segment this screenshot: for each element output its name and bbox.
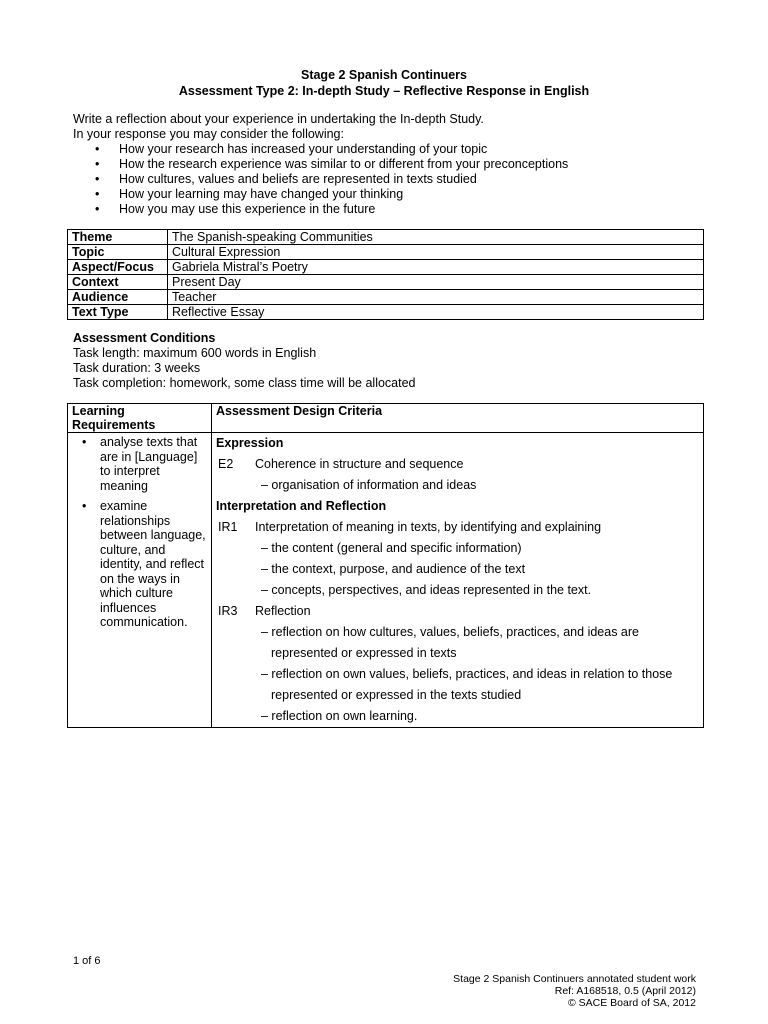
list-item: • How your research has increased your understanding of your topic <box>95 142 488 156</box>
intro-line: In your response you may consider the following: <box>73 127 344 141</box>
criterion-subitem-continued: represented or expressed in the texts studied <box>271 688 522 702</box>
conditions-heading: Assessment Conditions <box>73 331 216 345</box>
bullet-icon: • <box>82 435 87 449</box>
task-details-table <box>67 229 704 320</box>
condition-line: Task completion: homework, some class time will be allocated <box>73 376 416 390</box>
criterion-row <box>216 601 699 622</box>
table-row: Audience Teacher <box>68 290 704 305</box>
criterion-code: E2 <box>218 457 234 471</box>
criterion-row <box>216 517 699 538</box>
table-row: Topic Cultural Expression <box>68 245 704 260</box>
table-row: Text Type Reflective Essay <box>68 305 704 320</box>
document-title: Stage 2 Spanish Continuers <box>300 68 467 82</box>
criterion-subitem: – reflection on own learning. <box>261 709 418 723</box>
criterion-subitem: – organisation of information and ideas <box>261 478 477 492</box>
list-item: • How cultures, values and beliefs are represented in texts studied <box>95 172 477 186</box>
criterion-text: Reflection <box>255 604 311 618</box>
criteria-heading: Expression <box>216 436 284 450</box>
table-row: Theme The Spanish-speaking Communities <box>68 230 704 245</box>
list-item: • How you may use this experience in the future <box>95 202 376 216</box>
criterion-text: Coherence in structure and sequence <box>255 457 464 471</box>
criterion-row <box>216 454 699 475</box>
table-header-row <box>68 404 704 433</box>
criterion-subitem: – reflection on how cultures, values, beliefs, practices, and ideas are <box>261 625 639 639</box>
intro-section <box>73 112 713 217</box>
learning-requirements-cell <box>68 433 212 728</box>
list-item: • examine relationships between language, culture, and identity, and reflect on the ways in which culture influences communication. <box>82 499 206 629</box>
criterion-code: IR3 <box>218 604 238 618</box>
intro-line: Write a reflection about your experience in undertaking the In-depth Study. <box>73 112 484 126</box>
footer-line: © SACE Board of SA, 2012 <box>568 997 696 1009</box>
list-item: • How your learning may have changed your thinking <box>95 187 404 201</box>
criterion-text: Interpretation of meaning in texts, by identifying and explaining <box>255 520 602 534</box>
list-item: • analyse texts that are in [Language] to interpret meaning <box>82 435 198 493</box>
footer-line: Ref: A168518, 0.5 (April 2012) <box>554 985 696 997</box>
requirements-table <box>67 403 704 728</box>
table-row: Aspect/Focus Gabriela Mistral’s Poetry <box>68 260 704 275</box>
design-criteria-header: Assessment Design Criteria <box>212 404 704 433</box>
bullet-icon: • <box>82 499 87 513</box>
footer-line: Stage 2 Spanish Continuers annotated student work <box>453 973 696 985</box>
condition-line: Task length: maximum 600 words in English <box>73 346 317 360</box>
table-row: Context Present Day <box>68 275 704 290</box>
page-number: 1 of 6 <box>73 955 101 967</box>
criterion-subitem: – concepts, perspectives, and ideas represented in the text. <box>261 583 592 597</box>
bullet-icon: • <box>95 157 100 171</box>
document-subtitle: Assessment Type 2: In-depth Study – Reflective Response in English <box>178 84 590 98</box>
bullet-icon: • <box>95 187 100 201</box>
criterion-code: IR1 <box>218 520 238 534</box>
learning-requirements-header: Learning Requirements <box>68 404 212 433</box>
table-row <box>68 433 704 728</box>
assessment-conditions <box>73 331 713 391</box>
bullet-icon: • <box>95 172 100 186</box>
requirements-list <box>68 433 211 630</box>
document-footer <box>453 973 696 1009</box>
list-item: • How the research experience was similar to or different from your preconceptions <box>95 157 569 171</box>
criterion-subitem: – the content (general and specific information) <box>261 541 522 555</box>
consider-list <box>73 142 713 217</box>
criterion-subitem: – reflection on own values, beliefs, practices, and ideas in relation to those <box>261 667 673 681</box>
criteria-heading: Interpretation and Reflection <box>216 499 387 513</box>
criterion-subitem: – the context, purpose, and audience of the text <box>261 562 526 576</box>
design-criteria-cell <box>212 433 704 728</box>
condition-line: Task duration: 3 weeks <box>73 361 201 375</box>
criterion-subitem-continued: represented or expressed in texts <box>271 646 457 660</box>
bullet-icon: • <box>95 142 100 156</box>
bullet-icon: • <box>95 202 100 216</box>
